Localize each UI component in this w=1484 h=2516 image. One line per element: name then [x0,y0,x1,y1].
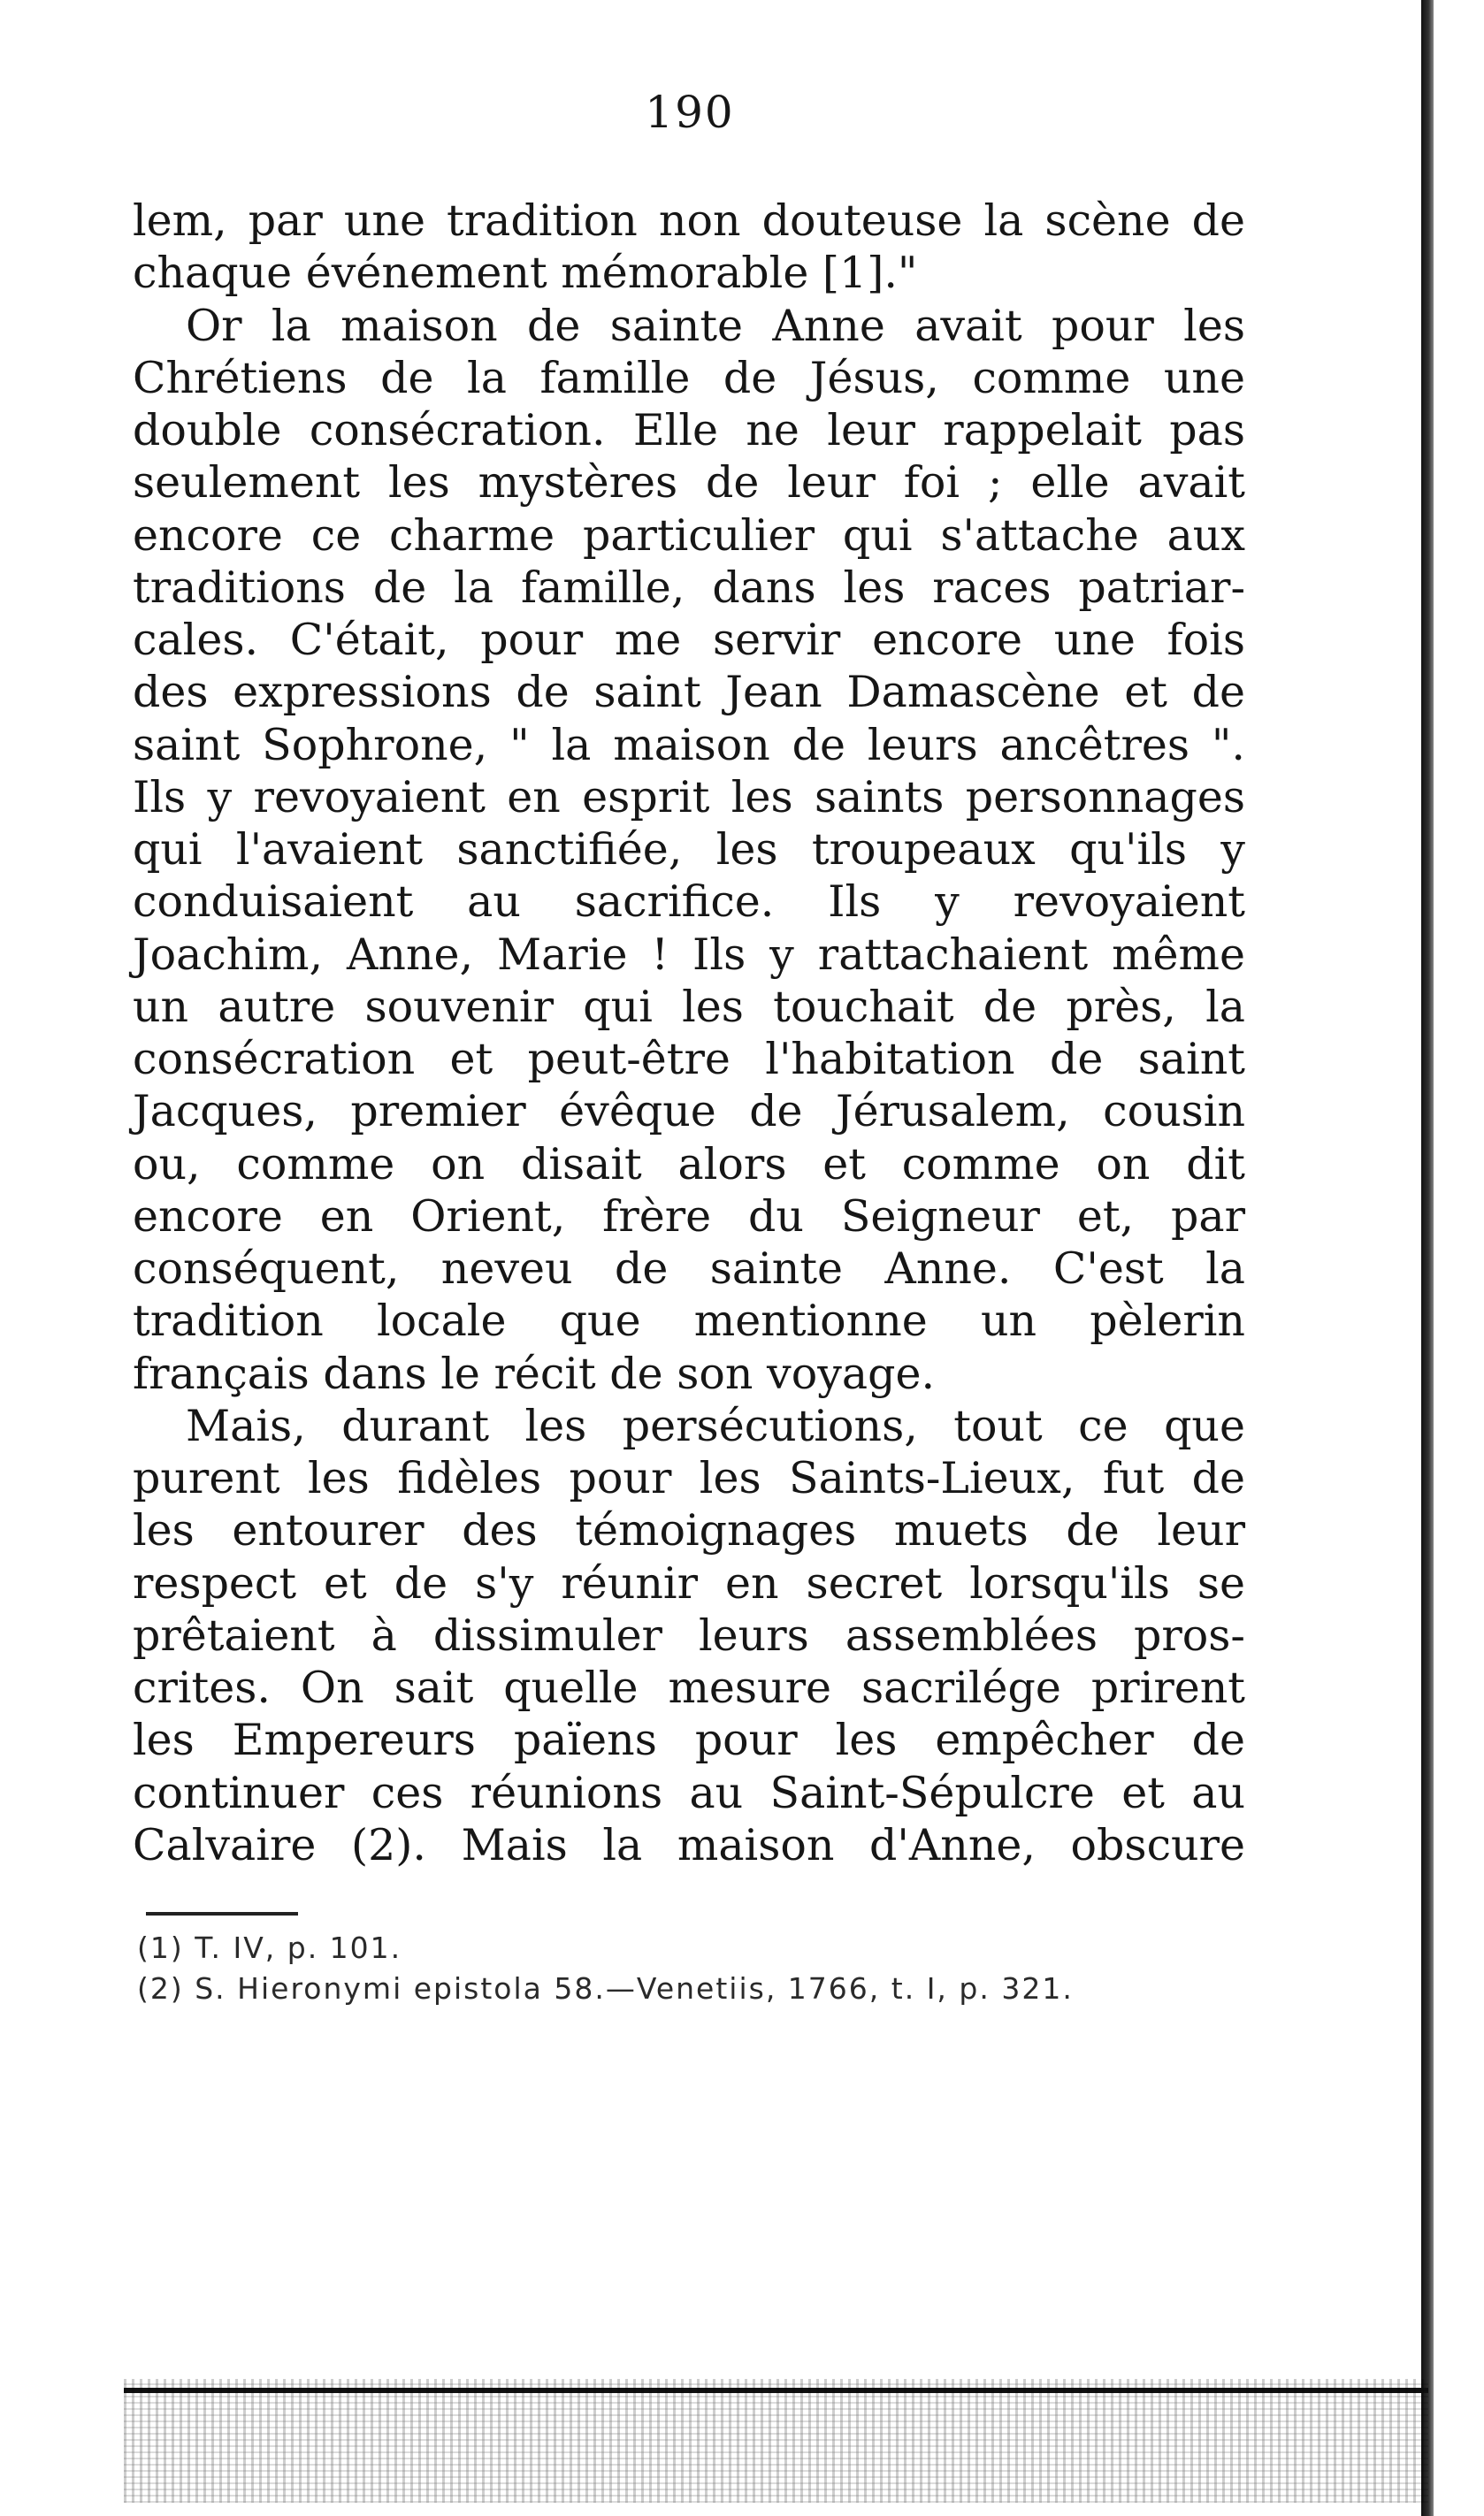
text-line: Chrétiens de la famille de Jésus, comme une [133,352,1245,403]
page-edge-shadow [1421,0,1434,2516]
text-line: les Empereurs païens pour les empêcher de [133,1715,1245,1766]
scan-noise-band [124,2379,1428,2503]
text-line: un autre souvenir qui les touchait de près, la [133,981,1245,1032]
footnote: (2) S. Hieronymi epistola 58.—Venetiis, 1766, t. I, p. 321. [137,1971,1074,2006]
text-line: chaque événement mémorable [1]." [133,248,918,299]
text-line: encore en Orient, frère du Seigneur et, par [133,1190,1245,1242]
text-line: qui l'avaient sanctifiée, les troupeaux qu'ils y [133,824,1245,875]
text-line: encore ce charme particulier qui s'attache aux [133,509,1245,561]
text-line: tradition locale que mentionne un pèlerin [133,1296,1245,1347]
text-line: conséquent, neveu de sainte Anne. C'est la [133,1243,1245,1294]
text-line: Joachim, Anne, Marie ! Ils y rattachaient même [133,929,1245,980]
text-line: respect et de s'y réunir en secret lorsqu'ils se [133,1557,1245,1609]
text-line: des expressions de saint Jean Damascène et de [133,667,1245,718]
text-line: français dans le récit de son voyage. [133,1348,936,1399]
text-line: purent les fidèles pour les Saints-Lieux, fut de [133,1453,1245,1503]
text-line: conduisaient au sacrifice. Ils y revoyaient [133,876,1245,928]
text-line: les entourer des témoignages muets de leur [133,1505,1245,1556]
text-line: seulement les mystères de leur foi ; elle avait [133,457,1245,509]
text-line: consécration et peut-être l'habitation de saint [133,1034,1245,1084]
footnote: (1) T. IV, p. 101. [137,1931,402,1965]
text-line: traditions de la famille, dans les races patriar- [133,562,1245,613]
text-line: crites. On sait quelle mesure sacrilége prirent [133,1663,1245,1713]
body-text [133,195,1245,1871]
text-line: prêtaient à dissimuler leurs assemblées pros- [133,1610,1245,1661]
footnote-divider [146,1912,298,1916]
text-line: double consécration. Elle ne leur rappelait pas [133,405,1245,455]
text-line: Mais, durant les persécutions, tout ce que [186,1400,1245,1451]
text-line: Ils y revoyaient en esprit les saints personnages [133,771,1245,822]
text-line: lem, par une tradition non douteuse la scène de [133,195,1245,246]
text-line: Jacques, premier évêque de Jérusalem, cousin [133,1086,1245,1137]
page-number: 190 [645,87,735,138]
text-line: Calvaire (2). Mais la maison d'Anne, obscure [133,1819,1245,1870]
text-line: continuer ces réunions au Saint-Sépulcre et au [133,1767,1245,1818]
text-line: cales. C'était, pour me servir encore une fois [133,615,1245,665]
footnotes [137,1928,1251,2009]
text-line: ou, comme on disait alors et comme on dit [133,1138,1245,1189]
text-line: Or la maison de sainte Anne avait pour les [186,300,1245,351]
text-line: saint Sophrone, " la maison de leurs ancêtres ". [133,719,1245,770]
